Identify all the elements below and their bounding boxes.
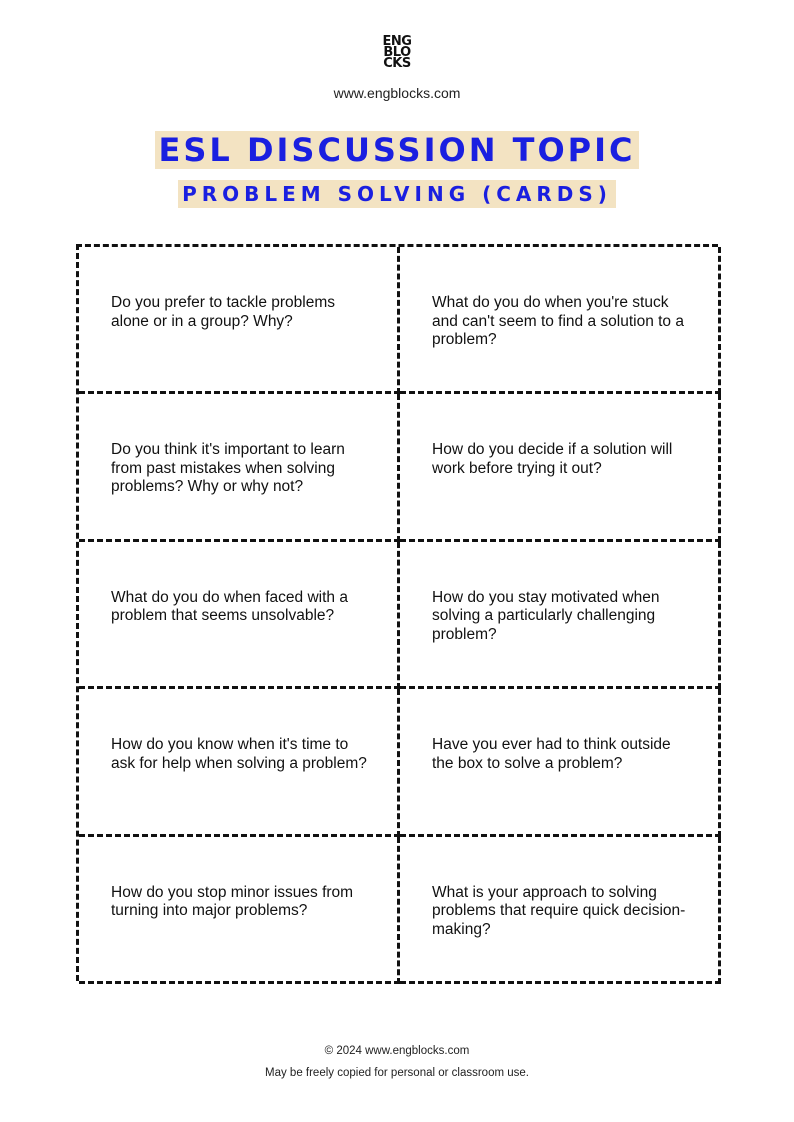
discussion-card: What is your approach to solving problems that require quick decision-making?: [400, 837, 721, 984]
discussion-card: How do you decide if a solution will work before trying it out?: [400, 394, 721, 541]
discussion-card: How do you stop minor issues from turning into major problems?: [79, 837, 400, 984]
discussion-card: Do you prefer to tackle problems alone or in a group? Why?: [79, 247, 400, 394]
site-url: www.engblocks.com: [333, 85, 461, 101]
logo-line: ENG: [382, 34, 412, 49]
title-block: [0, 131, 794, 169]
page-subtitle: PROBLEM SOLVING (CARDS): [178, 180, 616, 208]
footer-note: May be freely copied for personal or classroom use.: [265, 1067, 529, 1079]
discussion-card: How do you stay motivated when solving a particularly challenging problem?: [400, 542, 721, 689]
discussion-card: How do you know when it's time to ask for help when solving a problem?: [79, 689, 400, 836]
logo-line: BLO: [383, 45, 411, 60]
discussion-card: What do you do when you're stuck and can't seem to find a solution to a problem?: [400, 247, 721, 394]
discussion-card: Have you ever had to think outside the box to solve a problem?: [400, 689, 721, 836]
logo-line: CKS: [383, 56, 411, 71]
engblocks-logo: [378, 36, 416, 69]
subtitle-block: [0, 180, 794, 208]
discussion-cards-grid: [76, 244, 718, 981]
discussion-card: Do you think it's important to learn from past mistakes when solving problems? Why or why not?: [79, 394, 400, 541]
page-title: ESL DISCUSSION TOPIC: [155, 131, 640, 169]
footer-copyright: © 2024 www.engblocks.com: [324, 1045, 470, 1057]
discussion-card: What do you do when faced with a problem that seems unsolvable?: [79, 542, 400, 689]
